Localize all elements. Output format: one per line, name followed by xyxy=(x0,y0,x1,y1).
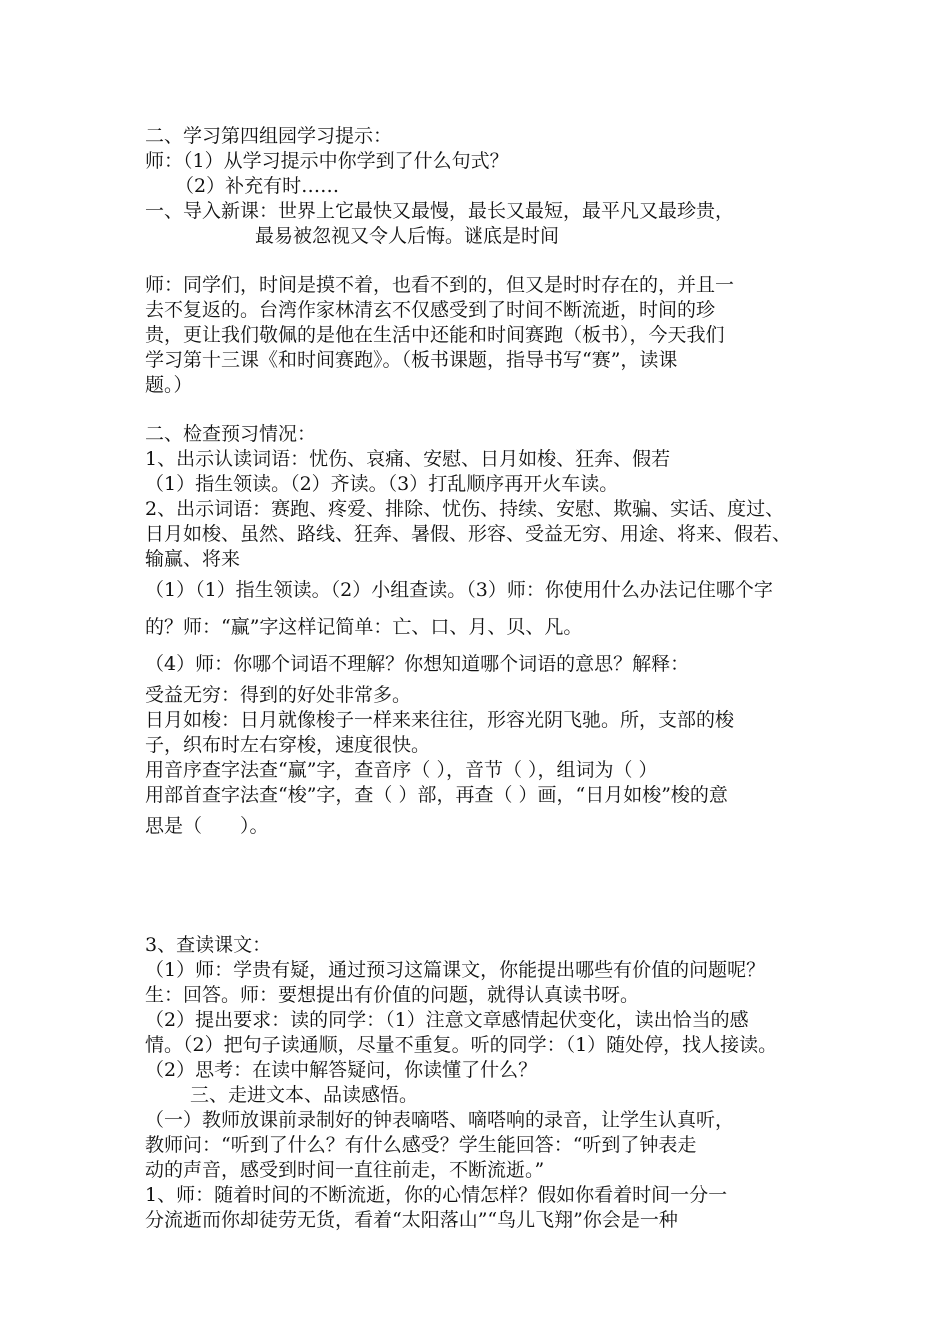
text-line: 用部首查字法查“梭”字，查（ ）部，再查（ ）画，“日月如梭”梭的意 xyxy=(145,784,728,806)
text-line: 用音序查字法查“赢”字，查音序（ ），音节（ ），组词为（ ） xyxy=(145,759,658,781)
text-line: 2、出示词语：赛跑、疼爱、排除、忧伤、持续、安慰、欺骗、实话、度过、 xyxy=(145,498,785,520)
text-line: （一）教师放课前录制好的钟表嘀嗒、嘀嗒响的录音，让学生认真听， xyxy=(145,1109,735,1131)
text-line: 输赢、将来 xyxy=(145,548,241,570)
text-line: 学习第十三课《和时间赛跑》。（板书课题，指导书写“赛”，读课 xyxy=(145,349,678,371)
section-heading: 二、检查预习情况： xyxy=(145,423,317,445)
blank-space xyxy=(145,845,850,933)
text-line: （4）师：你哪个词语不理解？你想知道哪个词语的意思？解释： xyxy=(145,653,690,675)
text-line: 1、师：随着时间的不断流逝，你的心情怎样？假如你看着时间一分一 xyxy=(145,1184,728,1206)
text-line: 的？师：“赢”字这样记简单：亡、口、月、贝、凡。 xyxy=(145,616,583,638)
text-line: 日月如梭：日月就像梭子一样来来往往，形容光阴飞驰。所，支部的梭 xyxy=(145,709,735,731)
text-line: 最易被忽视又令人后悔。谜底是时间 xyxy=(255,225,560,247)
blank-line xyxy=(145,398,850,422)
section-heading: 3、查读课文： xyxy=(145,934,272,956)
text-line: （1）（1）指生领读。（2）小组查读。（3）师：你使用什么办法记住哪个字 xyxy=(145,579,773,601)
text-line: 贵，更让我们敬佩的是他在生活中还能和时间赛跑（板书），今天我们 xyxy=(145,324,725,346)
text-line: 1、出示认读词语：忧伤、哀痛、安慰、日月如梭、狂奔、假若 xyxy=(145,448,671,470)
section-heading: 三、走进文本、品读感悟。 xyxy=(190,1084,419,1106)
text-line: （2）补充有时…… xyxy=(175,175,340,197)
text-line: （1）指生领读。（2）齐读。（3）打乱顺序再开火车读。 xyxy=(145,473,619,495)
text-line: 分流逝而你却徒劳无货，看着“太阳落山”“鸟儿飞翔”你会是一种 xyxy=(145,1209,678,1231)
text-line: 思是（ ）。 xyxy=(145,815,269,837)
text-line: （2）思考：在读中解答疑问，你读懂了什么？ xyxy=(145,1059,538,1081)
text-line: 动的声音，感受到时间一直往前走，不断流逝。” xyxy=(145,1159,545,1181)
text-line: 题。） xyxy=(145,374,193,396)
blank-line xyxy=(145,249,850,273)
text-line: 情。（2）把句子读通顺，尽量不重复。听的同学：（1）随处停，找人接读。 xyxy=(145,1034,778,1056)
text-line: 生：回答。师：要想提出有价值的问题，就得认真读书呀。 xyxy=(145,984,640,1006)
text-line: （2）提出要求：读的同学：（1）注意文章感情起伏变化，读出恰当的感 xyxy=(145,1009,749,1031)
text-line: 师：（1）从学习提示中你学到了什么句式？ xyxy=(145,150,509,172)
text-line: 教师问：“听到了什么？有什么感受？学生能回答：“听到了钟表走 xyxy=(145,1134,697,1156)
text-line: 受益无穷：得到的好处非常多。 xyxy=(145,684,412,706)
text-line: 去不复返的。台湾作家林清玄不仅感受到了时间不断流逝，时间的珍 xyxy=(145,299,716,321)
text-line: 子，织布时左右穿梭，速度很快。 xyxy=(145,734,431,756)
text-line: （1）师：学贵有疑，通过预习这篇课文，你能提出哪些有价值的问题呢？ xyxy=(145,959,766,981)
section-heading: 一、导入新课：世界上它最快又最慢，最长又最短，最平凡又最珍贵， xyxy=(145,200,735,222)
text-line: 师：同学们，时间是摸不着，也看不到的，但又是时时存在的，并且一 xyxy=(145,274,735,296)
section-heading: 二、学习第四组园学习提示： xyxy=(145,125,393,147)
text-line: 日月如梭、虽然、路线、狂奔、暑假、形容、受益无穷、用途、将来、假若、 xyxy=(145,523,792,545)
